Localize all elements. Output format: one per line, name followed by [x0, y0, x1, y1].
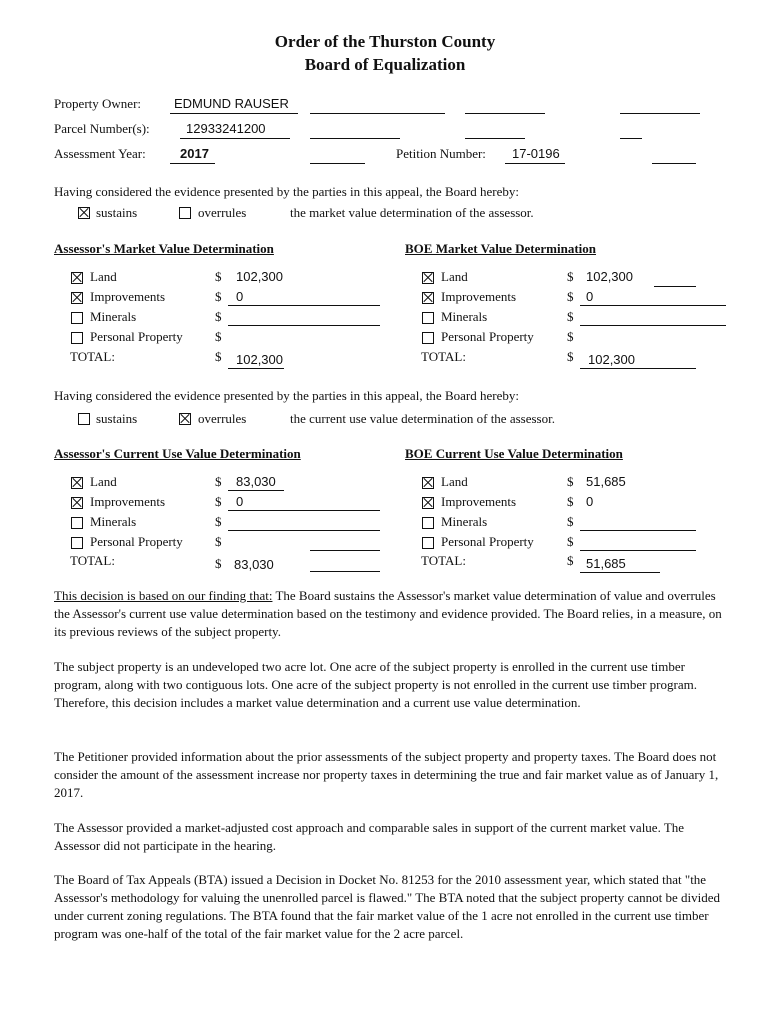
owner-blank-2 — [465, 113, 545, 114]
decision-paragraph-5: The Board of Tax Appeals (BTA) issued a Decision in Docket No. 81253 for the 2010 assessment year, which stated that "the Assessor's methodology for valuing the unenrolled parcel is flawed." The BTA noted that the subject property cannot be divided under current zoning regulations. The BTA found that the fair market value of the 1 acre not enrolled in the current use timber program was one-half of the total of the fair market value for the 2 acre parcel. — [54, 872, 720, 941]
am-improvements-value: 0 — [236, 289, 244, 304]
ac-total-currency: $ — [215, 556, 222, 571]
bc-improvements-label: Improvements — [441, 494, 517, 509]
bc-minerals-label: Minerals — [441, 514, 488, 529]
document-title: Order of the Thurston County — [274, 32, 496, 51]
current-overrules-label: overrules — [198, 411, 247, 426]
ac-minerals-line — [228, 530, 380, 531]
am-land-currency: $ — [215, 269, 222, 284]
bm-land-line — [654, 286, 696, 287]
bc-minerals-checkbox[interactable] — [422, 517, 434, 529]
bm-total-label: TOTAL: — [421, 349, 466, 364]
am-improvements-checkbox[interactable] — [71, 292, 83, 304]
decision-lead: This decision is based on our finding that: — [54, 588, 273, 603]
petition-value: 17-0196 — [512, 146, 560, 161]
ac-land-currency: $ — [215, 474, 222, 489]
market-sustains-checkbox[interactable] — [78, 207, 90, 219]
bm-land-value: 102,300 — [586, 269, 633, 284]
market-sustains-label: sustains — [96, 205, 138, 220]
bm-land-currency: $ — [567, 269, 574, 284]
bm-minerals-currency: $ — [567, 309, 574, 324]
parcel-label: Parcel Number(s): — [54, 121, 150, 136]
bm-land-label: Land — [441, 269, 468, 284]
ac-total-line — [310, 571, 380, 572]
owner-underline — [170, 113, 298, 114]
market-overrules-label: overrules — [198, 205, 247, 220]
bc-land-label: Land — [441, 474, 468, 489]
ac-land-value: 83,030 — [236, 474, 276, 489]
year-value: 2017 — [180, 146, 209, 161]
am-minerals-currency: $ — [215, 309, 222, 324]
current-intro-text: Having considered the evidence presented by the parties in this appeal, the Board hereby: — [54, 388, 519, 403]
bc-personal-line — [580, 550, 696, 551]
decision-paragraph-1 — [54, 587, 722, 641]
am-total-line — [228, 368, 284, 369]
decision-p1-text: The Board sustains the Assessor's market value determination of value and overrules the Assessor's current use value determination based on the testimony and evidence provided. The Board relies, in a measure, on its previous reviews of the subject property. — [54, 588, 722, 639]
owner-blank-3 — [620, 113, 700, 114]
ac-total-value: 83,030 — [234, 557, 274, 572]
am-minerals-label: Minerals — [90, 309, 137, 324]
bc-minerals-currency: $ — [567, 514, 574, 529]
bc-improvements-value: 0 — [586, 494, 594, 509]
am-land-checkbox[interactable] — [71, 272, 83, 284]
am-minerals-line — [228, 325, 380, 326]
owner-value: EDMUND RAUSER — [174, 96, 289, 111]
bm-personal-checkbox[interactable] — [422, 332, 434, 344]
boe-current-heading: BOE Current Use Value Determination — [405, 446, 623, 461]
bm-improvements-checkbox[interactable] — [422, 292, 434, 304]
bm-total-value: 102,300 — [588, 352, 635, 367]
current-overrules-checkbox[interactable] — [179, 413, 191, 425]
ac-improvements-value: 0 — [236, 494, 244, 509]
ac-improvements-label: Improvements — [90, 494, 166, 509]
bm-minerals-line — [580, 325, 726, 326]
market-intro-text: Having considered the evidence presented by the parties in this appeal, the Board hereby: — [54, 184, 519, 199]
ac-personal-currency: $ — [215, 534, 222, 549]
parcel-blank-3 — [620, 138, 642, 139]
ac-improvements-checkbox[interactable] — [71, 497, 83, 509]
bm-improvements-label: Improvements — [441, 289, 517, 304]
bm-total-currency: $ — [567, 349, 574, 364]
am-land-value: 102,300 — [236, 269, 283, 284]
assessor-current-heading: Assessor's Current Use Value Determination — [54, 446, 301, 461]
ac-improvements-line — [228, 510, 380, 511]
parcel-blank-1 — [310, 138, 400, 139]
year-label: Assessment Year: — [54, 146, 146, 161]
bc-land-value: 51,685 — [586, 474, 626, 489]
decision-paragraph-4: The Assessor provided a market-adjusted cost approach and comparable sales in support of the current market value. The Assessor did not participate in the hearing. — [54, 820, 685, 853]
ac-minerals-label: Minerals — [90, 514, 137, 529]
bm-land-checkbox[interactable] — [422, 272, 434, 284]
bc-personal-currency: $ — [567, 534, 574, 549]
current-intro-tail: the current use value determination of the assessor. — [290, 411, 555, 426]
bc-land-checkbox[interactable] — [422, 477, 434, 489]
document-subtitle: Board of Equalization — [304, 55, 466, 74]
ac-improvements-currency: $ — [215, 494, 222, 509]
bc-land-currency: $ — [567, 474, 574, 489]
year-underline — [170, 163, 215, 164]
bm-personal-currency: $ — [567, 329, 574, 344]
am-improvements-line — [228, 305, 380, 306]
bc-total-line — [580, 572, 660, 573]
am-minerals-checkbox[interactable] — [71, 312, 83, 324]
ac-land-checkbox[interactable] — [71, 477, 83, 489]
ac-land-label: Land — [90, 474, 117, 489]
petition-blank — [652, 163, 696, 164]
bc-improvements-checkbox[interactable] — [422, 497, 434, 509]
am-personal-checkbox[interactable] — [71, 332, 83, 344]
am-personal-currency: $ — [215, 329, 222, 344]
am-land-label: Land — [90, 269, 117, 284]
am-total-currency: $ — [215, 349, 222, 364]
bc-improvements-currency: $ — [567, 494, 574, 509]
bm-improvements-value: 0 — [586, 289, 594, 304]
bc-minerals-line — [580, 530, 696, 531]
am-total-value: 102,300 — [236, 352, 283, 367]
bm-minerals-checkbox[interactable] — [422, 312, 434, 324]
petition-underline — [505, 163, 565, 164]
bm-personal-label: Personal Property — [441, 329, 534, 344]
ac-total-label: TOTAL: — [70, 553, 115, 568]
bc-total-label: TOTAL: — [421, 553, 466, 568]
parcel-value: 12933241200 — [186, 121, 266, 136]
decision-paragraph-2: The subject property is an undeveloped two acre lot. One acre of the subject property is enrolled in the current use timber program, along with two contiguous lots. One acre of the subject property is not enrolled in the current use timber program. Therefore, this decision includes a market value determination and a current use value determination. — [54, 659, 697, 710]
year-blank — [310, 163, 365, 164]
ac-land-line — [228, 490, 284, 491]
bc-personal-label: Personal Property — [441, 534, 534, 549]
bm-total-line — [580, 368, 696, 369]
bc-total-currency: $ — [567, 553, 574, 568]
boe-market-heading: BOE Market Value Determination — [405, 241, 597, 256]
am-personal-label: Personal Property — [90, 329, 183, 344]
bm-improvements-line — [580, 305, 726, 306]
am-improvements-currency: $ — [215, 289, 222, 304]
ac-minerals-currency: $ — [215, 514, 222, 529]
parcel-blank-2 — [465, 138, 525, 139]
current-sustains-checkbox[interactable] — [78, 413, 90, 425]
am-improvements-label: Improvements — [90, 289, 166, 304]
bc-personal-checkbox[interactable] — [422, 537, 434, 549]
owner-label: Property Owner: — [54, 96, 142, 111]
market-intro-tail: the market value determination of the assessor. — [290, 205, 534, 220]
ac-personal-label: Personal Property — [90, 534, 183, 549]
owner-blank-1 — [310, 113, 445, 114]
current-sustains-label: sustains — [96, 411, 138, 426]
parcel-underline — [180, 138, 290, 139]
decision-paragraph-3: The Petitioner provided information about the prior assessments of the subject property and property taxes. The Board does not consider the amount of the assessment increase nor property taxes in determining the true and fair market value as of January 1, 2017. — [54, 749, 719, 800]
ac-personal-checkbox[interactable] — [71, 537, 83, 549]
bm-improvements-currency: $ — [567, 289, 574, 304]
ac-personal-line — [310, 550, 380, 551]
petition-label: Petition Number: — [396, 146, 486, 161]
market-overrules-checkbox[interactable] — [179, 207, 191, 219]
assessor-market-heading: Assessor's Market Value Determination — [54, 241, 274, 256]
bm-minerals-label: Minerals — [441, 309, 488, 324]
ac-minerals-checkbox[interactable] — [71, 517, 83, 529]
am-total-label: TOTAL: — [70, 349, 115, 364]
bc-total-value: 51,685 — [586, 556, 626, 571]
